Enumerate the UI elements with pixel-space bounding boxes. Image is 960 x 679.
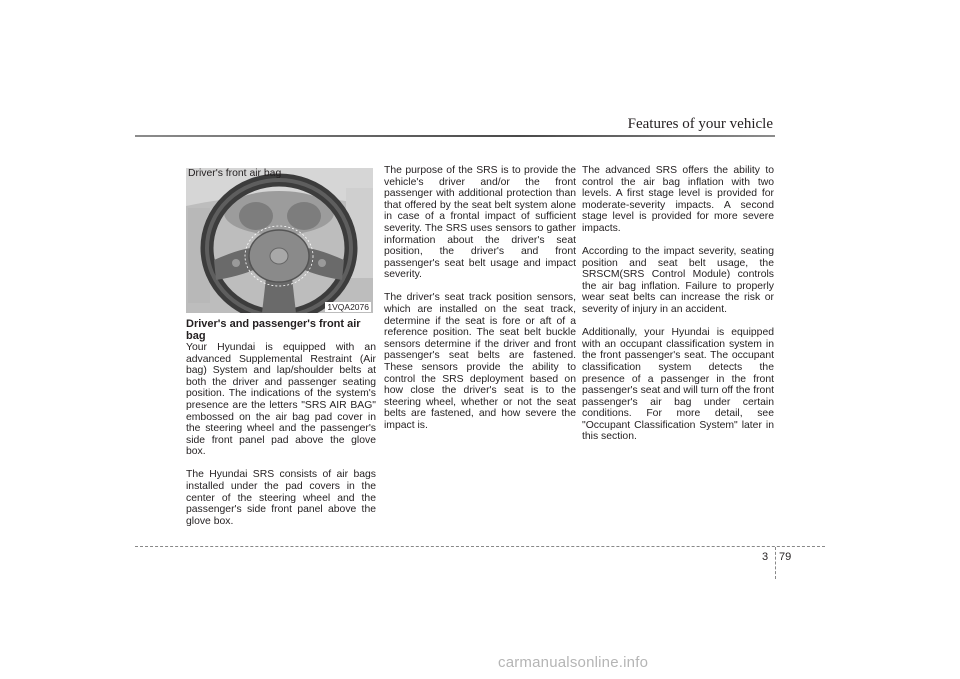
steering-wheel-figure [186,168,373,313]
figure-code: 1VQA2076 [327,302,369,312]
header-rule [135,135,775,137]
page-number: 79 [779,551,792,563]
footer-rule [135,546,825,547]
column-2 [384,165,576,443]
column-1 [186,342,376,539]
footer-divider [775,547,776,579]
paragraph: Your Hyundai is equipped with an advanced Supplemental Restraint (Air bag) System and lap/shoulder belts at both the driver and passenger seating position. The indications of the system's presence are the letters "SRS AIR BAG" embossed on the air bag pad cover in the steering wheel and the passenger's side front panel pad above the glove box. [186,342,376,458]
chapter-number: 3 [762,551,769,563]
figure-caption: Driver's front air bag [188,168,282,179]
paragraph: The advanced SRS offers the ability to control the air bag inflation with two levels. A first stage level is provided for moderate-severity impacts. A second stage level is provided for more severe impacts. [582,165,774,234]
section-heading: Driver's and passenger's front air bag [186,318,361,342]
page-header-title: Features of your vehicle [627,116,773,132]
column-3 [582,165,774,455]
steering-wheel-illustration [186,168,373,313]
paragraph: The driver's seat track position sensors, which are installed on the seat track, determine if the seat is fore or aft of a reference position. The seat belt buckle sensors determine if the driver and front passenger's seat belts are fastened. These sensors provide the ability to control the SRS deployment based on how close the driver's seat is to the steering wheel, whether or not the seat belts are fastened, and how severe the impact is. [384,292,576,431]
paragraph: According to the impact severity, seating position and seat belt usage, the SRSCM(SRS Control Module) controls the air bag inflation. Failure to properly wear seat belts can increase the risk or severity of injury in an accident. [582,246,774,316]
paragraph: The purpose of the SRS is to provide the vehicle's driver and/or the front passenger with additional protection than that offered by the seat belt system alone in case of a frontal impact of sufficient severity. The SRS uses sensors to gather information about the driver's seat position, the driver's and front passenger's seat belt usage and impact severity. [384,165,576,281]
watermark: carmanualsonline.info [498,654,649,671]
paragraph: The Hyundai SRS consists of air bags installed under the pad covers in the center of the steering wheel and the passenger's side front panel above the glove box. [186,469,376,527]
paragraph: Additionally, your Hyundai is equipped with an occupant classification system in the front passenger's seat. The occupant classification system detects the presence of a passenger in the front passenger's seat and will turn off the front passenger's air bag under certain conditions. For more detail, see "Occupant Classification System" later in this section. [582,327,774,443]
